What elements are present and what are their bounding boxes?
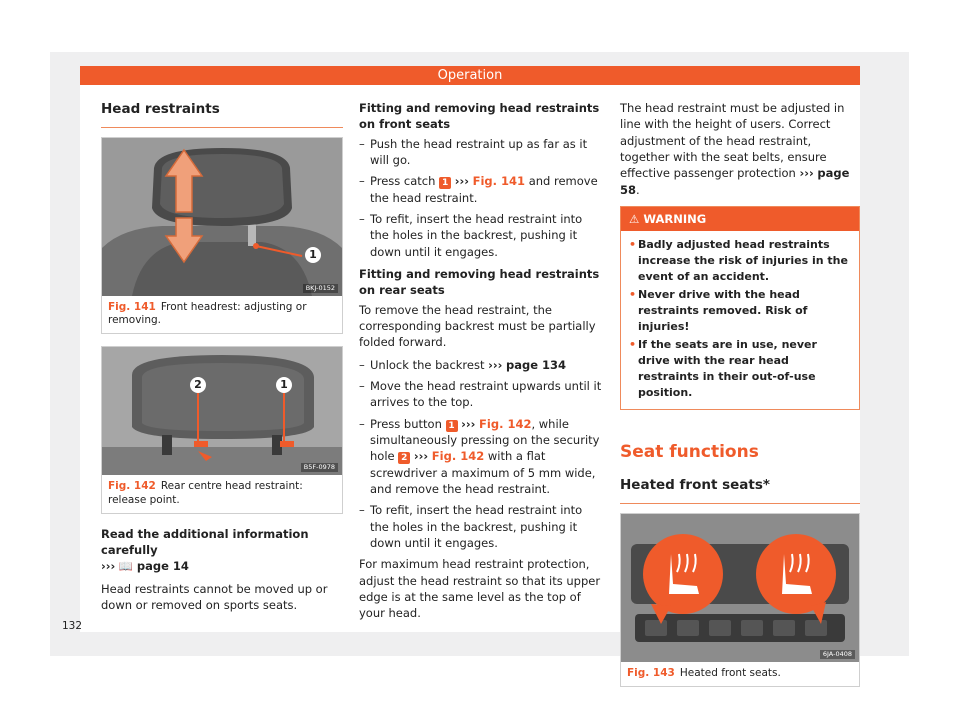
intro-body: The head restraint must be adjusted in line with the height of users. Correct adjustment of the head restraint, together with the seat belts, ensure effective passenger protection <box>620 101 845 181</box>
figure-141-image <box>102 138 342 296</box>
image-code: B5F-0978 <box>301 463 338 472</box>
figure-caption <box>102 296 342 333</box>
warning-header <box>621 207 859 231</box>
figure-142 <box>101 346 343 513</box>
left-column <box>101 100 343 619</box>
callout-badge: 1 <box>446 420 458 432</box>
list-item <box>359 416 603 498</box>
callout-marker-1: 1 <box>276 377 292 393</box>
page-link[interactable]: page 134 <box>506 357 567 372</box>
read-title: Read the additional information carefully <box>101 526 309 557</box>
chevrons: ››› <box>799 166 814 181</box>
caption-text: Rear centre head restraint: release point. <box>108 480 303 506</box>
header-title: Operation <box>80 66 860 85</box>
caption-text: Front headrest: adjusting or removing. <box>108 301 307 327</box>
warning-icon: ⚠ <box>629 211 640 226</box>
figure-number: Fig. 141 <box>108 301 156 314</box>
warning-title: WARNING <box>643 211 707 226</box>
step-text: Press button <box>370 416 442 431</box>
figure-number: Fig. 142 <box>108 480 156 493</box>
list-item <box>359 357 603 373</box>
front-headrest-illustration <box>102 138 342 296</box>
page-number: 132 <box>62 620 83 632</box>
read-reference[interactable] <box>101 558 343 574</box>
heated-seats-title: Heated front seats* <box>620 476 860 504</box>
callout-marker-2: 2 <box>190 377 206 393</box>
list-item: – Push the head restraint up as far as it will go. <box>359 136 603 169</box>
image-code: BKJ-0152 <box>303 284 338 293</box>
figure-143 <box>620 513 860 687</box>
body-text: Head restraints cannot be moved up or down or removed on sports seats. <box>101 581 328 612</box>
rear-headrest-illustration <box>102 347 342 475</box>
chevrons: ››› <box>488 357 503 372</box>
section-title-head-restraints: Head restraints <box>101 100 343 128</box>
warning-body <box>621 231 859 408</box>
closing-text: For maximum head restraint protection, adjust the head restraint so that its upper edge is at the same level as the top of your head. <box>359 557 601 621</box>
step-text: Press catch <box>370 174 436 189</box>
intro-text: The head restraint must be adjusted in line with the height of users. Correct adjustment of the head restraint, together with the seat belts, ensure effective passenger protection ››› page 58. <box>620 101 850 197</box>
warning-item: • Badly adjusted head restraints increase the risk of injuries in the event of an accident. <box>629 237 851 285</box>
rear-title: Fitting and removing head restraints on rear seats <box>359 266 600 298</box>
front-title: Fitting and removing head restraints on front seats <box>359 101 600 132</box>
figure-caption <box>102 475 342 512</box>
warning-item: • Never drive with the head restraints removed. Risk of injuries! <box>629 287 851 335</box>
step-text: with a flat screwdriver a maximum of 5 mm wide, and remove the head restraint. <box>370 449 596 496</box>
chevrons: ››› <box>454 174 469 189</box>
chevrons: ››› <box>413 449 429 464</box>
figure-link[interactable]: Fig. 142 <box>479 416 532 431</box>
list-item <box>359 173 603 206</box>
figure-141 <box>101 137 343 334</box>
chevrons: ››› <box>461 416 476 431</box>
middle-column <box>359 100 603 628</box>
figure-143-image <box>621 514 859 662</box>
callout-marker: 1 <box>305 247 321 263</box>
figure-number: Fig. 143 <box>627 666 675 679</box>
right-column <box>620 100 860 687</box>
list-item: – To refit, insert the head restraint into the holes in the backrest, pushing it down until it engages. <box>359 211 603 260</box>
warning-item: • If the seats are in use, never drive with the rear head restraints in their out-of-use position. <box>629 337 851 401</box>
rear-intro: To remove the head restraint, the corresponding backrest must be partially folded forward. <box>359 302 596 350</box>
figure-link[interactable]: Fig. 142 <box>431 449 485 464</box>
read-info <box>101 526 343 614</box>
list-item: – Move the head restraint upwards until it arrives to the top. <box>359 378 603 411</box>
figure-caption <box>621 662 859 686</box>
list-item: – To refit, insert the head restraint into the holes in the backrest, pushing it down until it engages. <box>359 502 603 551</box>
figure-142-image <box>102 347 342 475</box>
step-text: and remove the head restraint. <box>370 174 598 205</box>
chevrons: ››› <box>101 559 116 574</box>
caption-text: Heated front seats. <box>679 666 781 679</box>
page-ref: page 14 <box>136 559 189 574</box>
warning-box <box>620 206 860 410</box>
callout-badge: 2 <box>398 452 410 464</box>
callout-badge: 1 <box>439 177 451 189</box>
image-code: 6JA-0408 <box>820 650 855 659</box>
seat-functions-title: Seat functions <box>620 441 759 462</box>
step-text: , while simultaneously pressing on the security hole <box>370 416 600 464</box>
book-icon: 📖 <box>118 559 134 574</box>
step-text: Unlock the backrest <box>370 357 485 372</box>
page-link[interactable]: page 58 <box>620 166 850 197</box>
figure-link[interactable]: Fig. 141 <box>472 174 526 189</box>
heated-seats-illustration <box>621 514 859 662</box>
